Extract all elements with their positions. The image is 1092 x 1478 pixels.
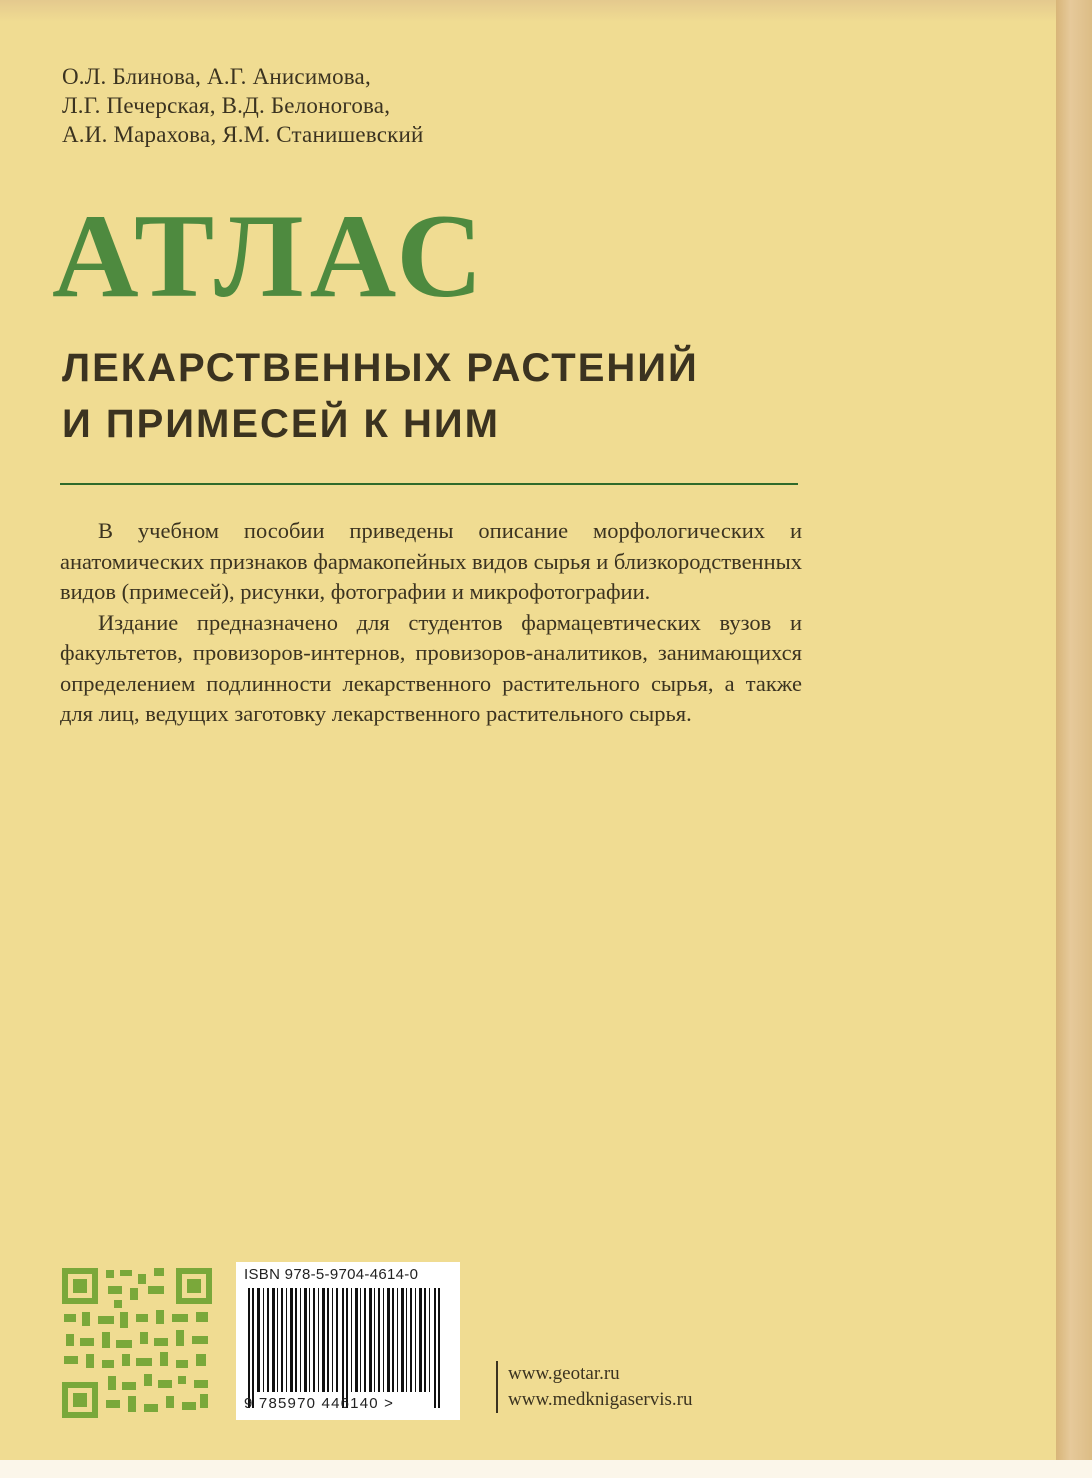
book-subtitle bbox=[62, 340, 699, 452]
isbn-text: ISBN 978-5-9704-4614-0 bbox=[244, 1266, 419, 1283]
authors-block bbox=[62, 62, 424, 149]
authors-line: О.Л. Блинова, А.Г. Анисимова, bbox=[62, 64, 371, 89]
divider-rule bbox=[60, 483, 798, 485]
qr-code-icon bbox=[58, 1264, 216, 1422]
authors-line: Л.Г. Печерская, В.Д. Белоногова, bbox=[62, 93, 391, 118]
subtitle-line: ЛЕКАРСТВЕННЫХ РАСТЕНИЙ bbox=[62, 346, 699, 390]
barcode-digits: 9 785970 446140 > bbox=[244, 1395, 395, 1412]
description-paragraph: Издание предназначено для студентов фармацевтических вузов и факультетов, провизоров-интернов, провизоров-аналитиков, занимающихся определением подлинности лекарственного растительного сырья, а также для лиц, ведущих заготовку лекарственного растительного сырья. bbox=[60, 609, 802, 726]
description bbox=[60, 516, 802, 730]
cover-top-edge bbox=[0, 0, 1092, 22]
book-spine bbox=[1056, 0, 1092, 1478]
description-paragraph: В учебном пособии приведены описание морфологических и анатомических признаков фармакопейных видов сырья и близкородственных видов (примесей), рисунки, фотографии и микрофотографии. bbox=[60, 518, 802, 604]
scan-bottom-margin bbox=[0, 1460, 1092, 1478]
qr-code bbox=[58, 1264, 216, 1422]
barcode-panel bbox=[236, 1262, 460, 1420]
book-title: АТЛАС bbox=[52, 189, 489, 322]
authors-line: А.И. Марахова, Я.М. Станишевский bbox=[62, 122, 424, 147]
subtitle-line: И ПРИМЕСЕЙ К НИМ bbox=[62, 402, 500, 446]
website-link[interactable]: www.medknigaservis.ru bbox=[508, 1389, 693, 1410]
website-links bbox=[496, 1361, 693, 1413]
website-link[interactable]: www.geotar.ru bbox=[508, 1363, 620, 1384]
